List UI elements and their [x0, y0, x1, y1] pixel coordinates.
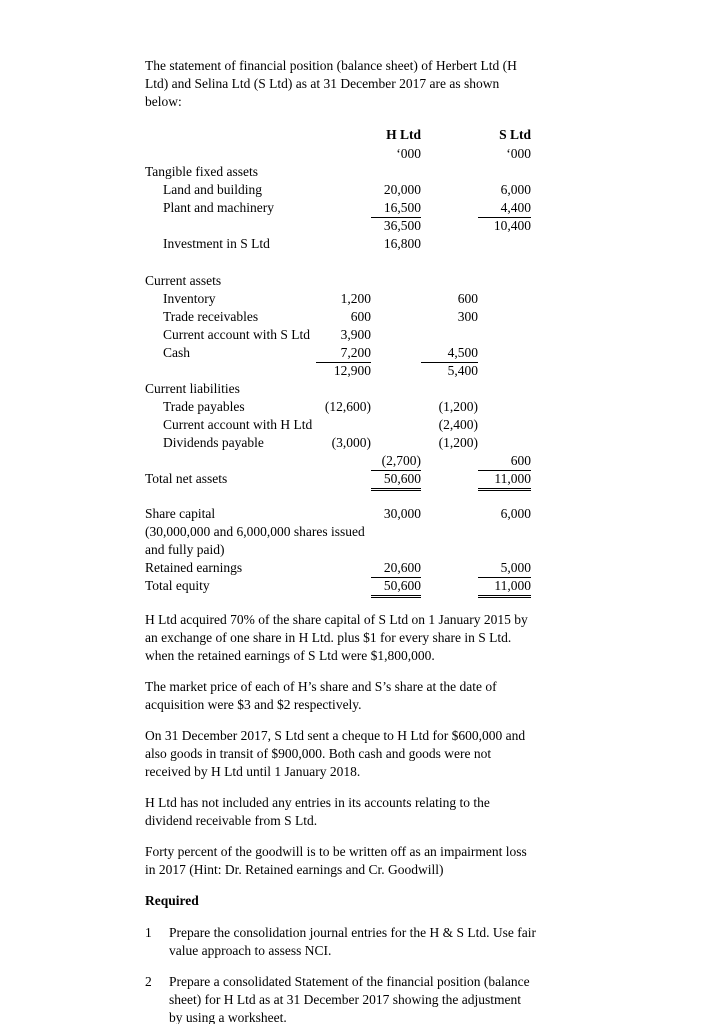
h-outer-cell: 50,600: [371, 470, 421, 491]
h-outer-cell: 16,500: [371, 199, 421, 218]
s-outer-cell: 11,000: [478, 577, 531, 598]
h-outer-cell: 20,600: [371, 559, 421, 578]
h-outer-cell: 30,000: [383, 506, 421, 521]
row-label: [145, 362, 316, 380]
row-label: Inventory: [163, 291, 216, 306]
s-outer-cell: 6,000: [500, 506, 531, 521]
row-label: Plant and machinery: [163, 200, 274, 215]
row-label: Current account with S Ltd: [163, 327, 310, 342]
h-inner-cell: (12,600): [324, 399, 371, 414]
table-row: [145, 559, 531, 577]
table-row: [145, 290, 531, 308]
h-outer-cell: 20,000: [383, 182, 421, 197]
table-row: [145, 272, 531, 290]
row-label: Trade receivables: [163, 309, 259, 324]
paragraph: On 31 December 2017, S Ltd sent a cheque to H Ltd for $600,000 and also goods in transit of $900,000. Both cash and goods were not received by H Ltd until 1 January 2018.: [145, 728, 526, 779]
row-label: [145, 452, 316, 471]
s-ltd-unit: ‘000: [506, 146, 531, 161]
required-item: [145, 924, 537, 960]
table-row: [145, 398, 531, 416]
row-label: Total equity: [145, 578, 210, 593]
table-row: [145, 344, 531, 362]
table-row: [145, 235, 531, 253]
table-row: [145, 181, 531, 199]
h-outer-cell: 36,500: [383, 218, 421, 233]
row-label: Retained earnings: [145, 560, 243, 575]
row-label: Trade payables: [163, 399, 245, 414]
paragraph: H Ltd has not included any entries in its accounts relating to the dividend receivable from S Ltd.: [145, 795, 490, 828]
s-inner-cell: 5,400: [447, 363, 478, 378]
table-row: [145, 452, 531, 470]
h-inner-cell: 1,200: [340, 291, 371, 306]
paragraph: H Ltd acquired 70% of the share capital of S Ltd on 1 January 2015 by an exchange of one share in H Ltd. plus $1 for every share in S Ltd. when the retained earnings of S Ltd were $1,800,000.: [145, 612, 528, 663]
s-inner-cell: 600: [457, 291, 478, 306]
row-label: Current assets: [145, 273, 222, 288]
required-item: [145, 973, 537, 1024]
table-row: [145, 199, 531, 217]
h-inner-cell: 3,900: [340, 327, 371, 342]
row-label: Current account with H Ltd: [163, 417, 313, 432]
h-outer-cell: (2,700): [371, 452, 421, 471]
h-inner-cell: 12,900: [333, 363, 371, 378]
section-gap: [145, 253, 531, 272]
table-row: [145, 505, 531, 523]
table-row: [145, 308, 531, 326]
h-inner-cell: 7,200: [316, 344, 371, 363]
row-label: Land and building: [163, 182, 262, 197]
header-spacer: [145, 124, 316, 146]
item-text: Prepare a consolidated Statement of the financial position (balance sheet) for H Ltd as at 31 December 2017 showing the adjustment by using a worksheet.: [169, 974, 530, 1024]
s-inner-cell: 300: [457, 309, 478, 324]
table-row: [145, 163, 531, 181]
row-label: (30,000,000 and 6,000,000 shares issued: [145, 524, 365, 539]
table-row: [145, 523, 531, 541]
s-inner-cell: (1,200): [438, 435, 478, 450]
row-label: Current liabilities: [145, 381, 240, 396]
h-outer-cell: 16,800: [383, 236, 421, 251]
s-outer-cell: 10,400: [493, 218, 531, 233]
s-inner-cell: 4,500: [421, 344, 478, 363]
row-label: Dividends payable: [163, 435, 264, 450]
item-text: Prepare the consolidation journal entries for the H & S Ltd. Use fair value approach to assess NCI.: [169, 925, 537, 958]
s-inner-cell: (1,200): [438, 399, 478, 414]
table-row: [145, 362, 531, 380]
s-outer-cell: 11,000: [478, 470, 531, 491]
h-inner-cell: (3,000): [331, 435, 371, 450]
h-inner-cell: 600: [350, 309, 371, 324]
row-label: Investment in S Ltd: [163, 236, 270, 251]
table-header-row: [145, 124, 531, 146]
s-outer-cell: 6,000: [500, 182, 531, 197]
row-label: and fully paid): [145, 542, 225, 557]
table-row: [145, 470, 531, 488]
document-content: [145, 57, 537, 1024]
s-ltd-column-header: S Ltd: [499, 127, 531, 142]
item-number: 2: [145, 974, 152, 989]
s-outer-cell: 5,000: [478, 559, 531, 578]
s-outer-cell: 600: [478, 452, 531, 471]
row-label: Total net assets: [145, 471, 228, 486]
s-outer-cell: 4,400: [478, 199, 531, 218]
row-label: [145, 217, 316, 235]
s-inner-cell: (2,400): [438, 417, 478, 432]
table-row: [145, 541, 531, 559]
required-heading: Required: [145, 893, 199, 908]
table-row: [145, 434, 531, 452]
table-row: [145, 577, 531, 595]
row-label: Share capital: [145, 506, 216, 521]
paragraph: The market price of each of H’s share and S’s share at the date of acquisition were $3 and $2 respectively.: [145, 679, 497, 712]
paragraph: Forty percent of the goodwill is to be written off as an impairment loss in 2017 (Hint: Dr. Retained earnings and Cr. Goodwill): [145, 844, 527, 877]
table-row: [145, 217, 531, 235]
table-row: [145, 326, 531, 344]
h-outer-cell: 50,600: [371, 577, 421, 598]
row-label: Cash: [163, 345, 190, 360]
item-number: 1: [145, 925, 152, 940]
h-ltd-column-header: H Ltd: [386, 127, 421, 142]
intro-paragraph: The statement of financial position (balance sheet) of Herbert Ltd (H Ltd) and Selina Ltd (S Ltd) as at 31 December 2017 are as shown below:: [145, 58, 517, 109]
h-ltd-unit: ‘000: [396, 146, 421, 161]
balance-sheet-table: [145, 124, 531, 595]
table-unit-row: [145, 146, 531, 163]
table-row: [145, 416, 531, 434]
table-row: [145, 380, 531, 398]
row-label: Tangible fixed assets: [145, 164, 259, 179]
